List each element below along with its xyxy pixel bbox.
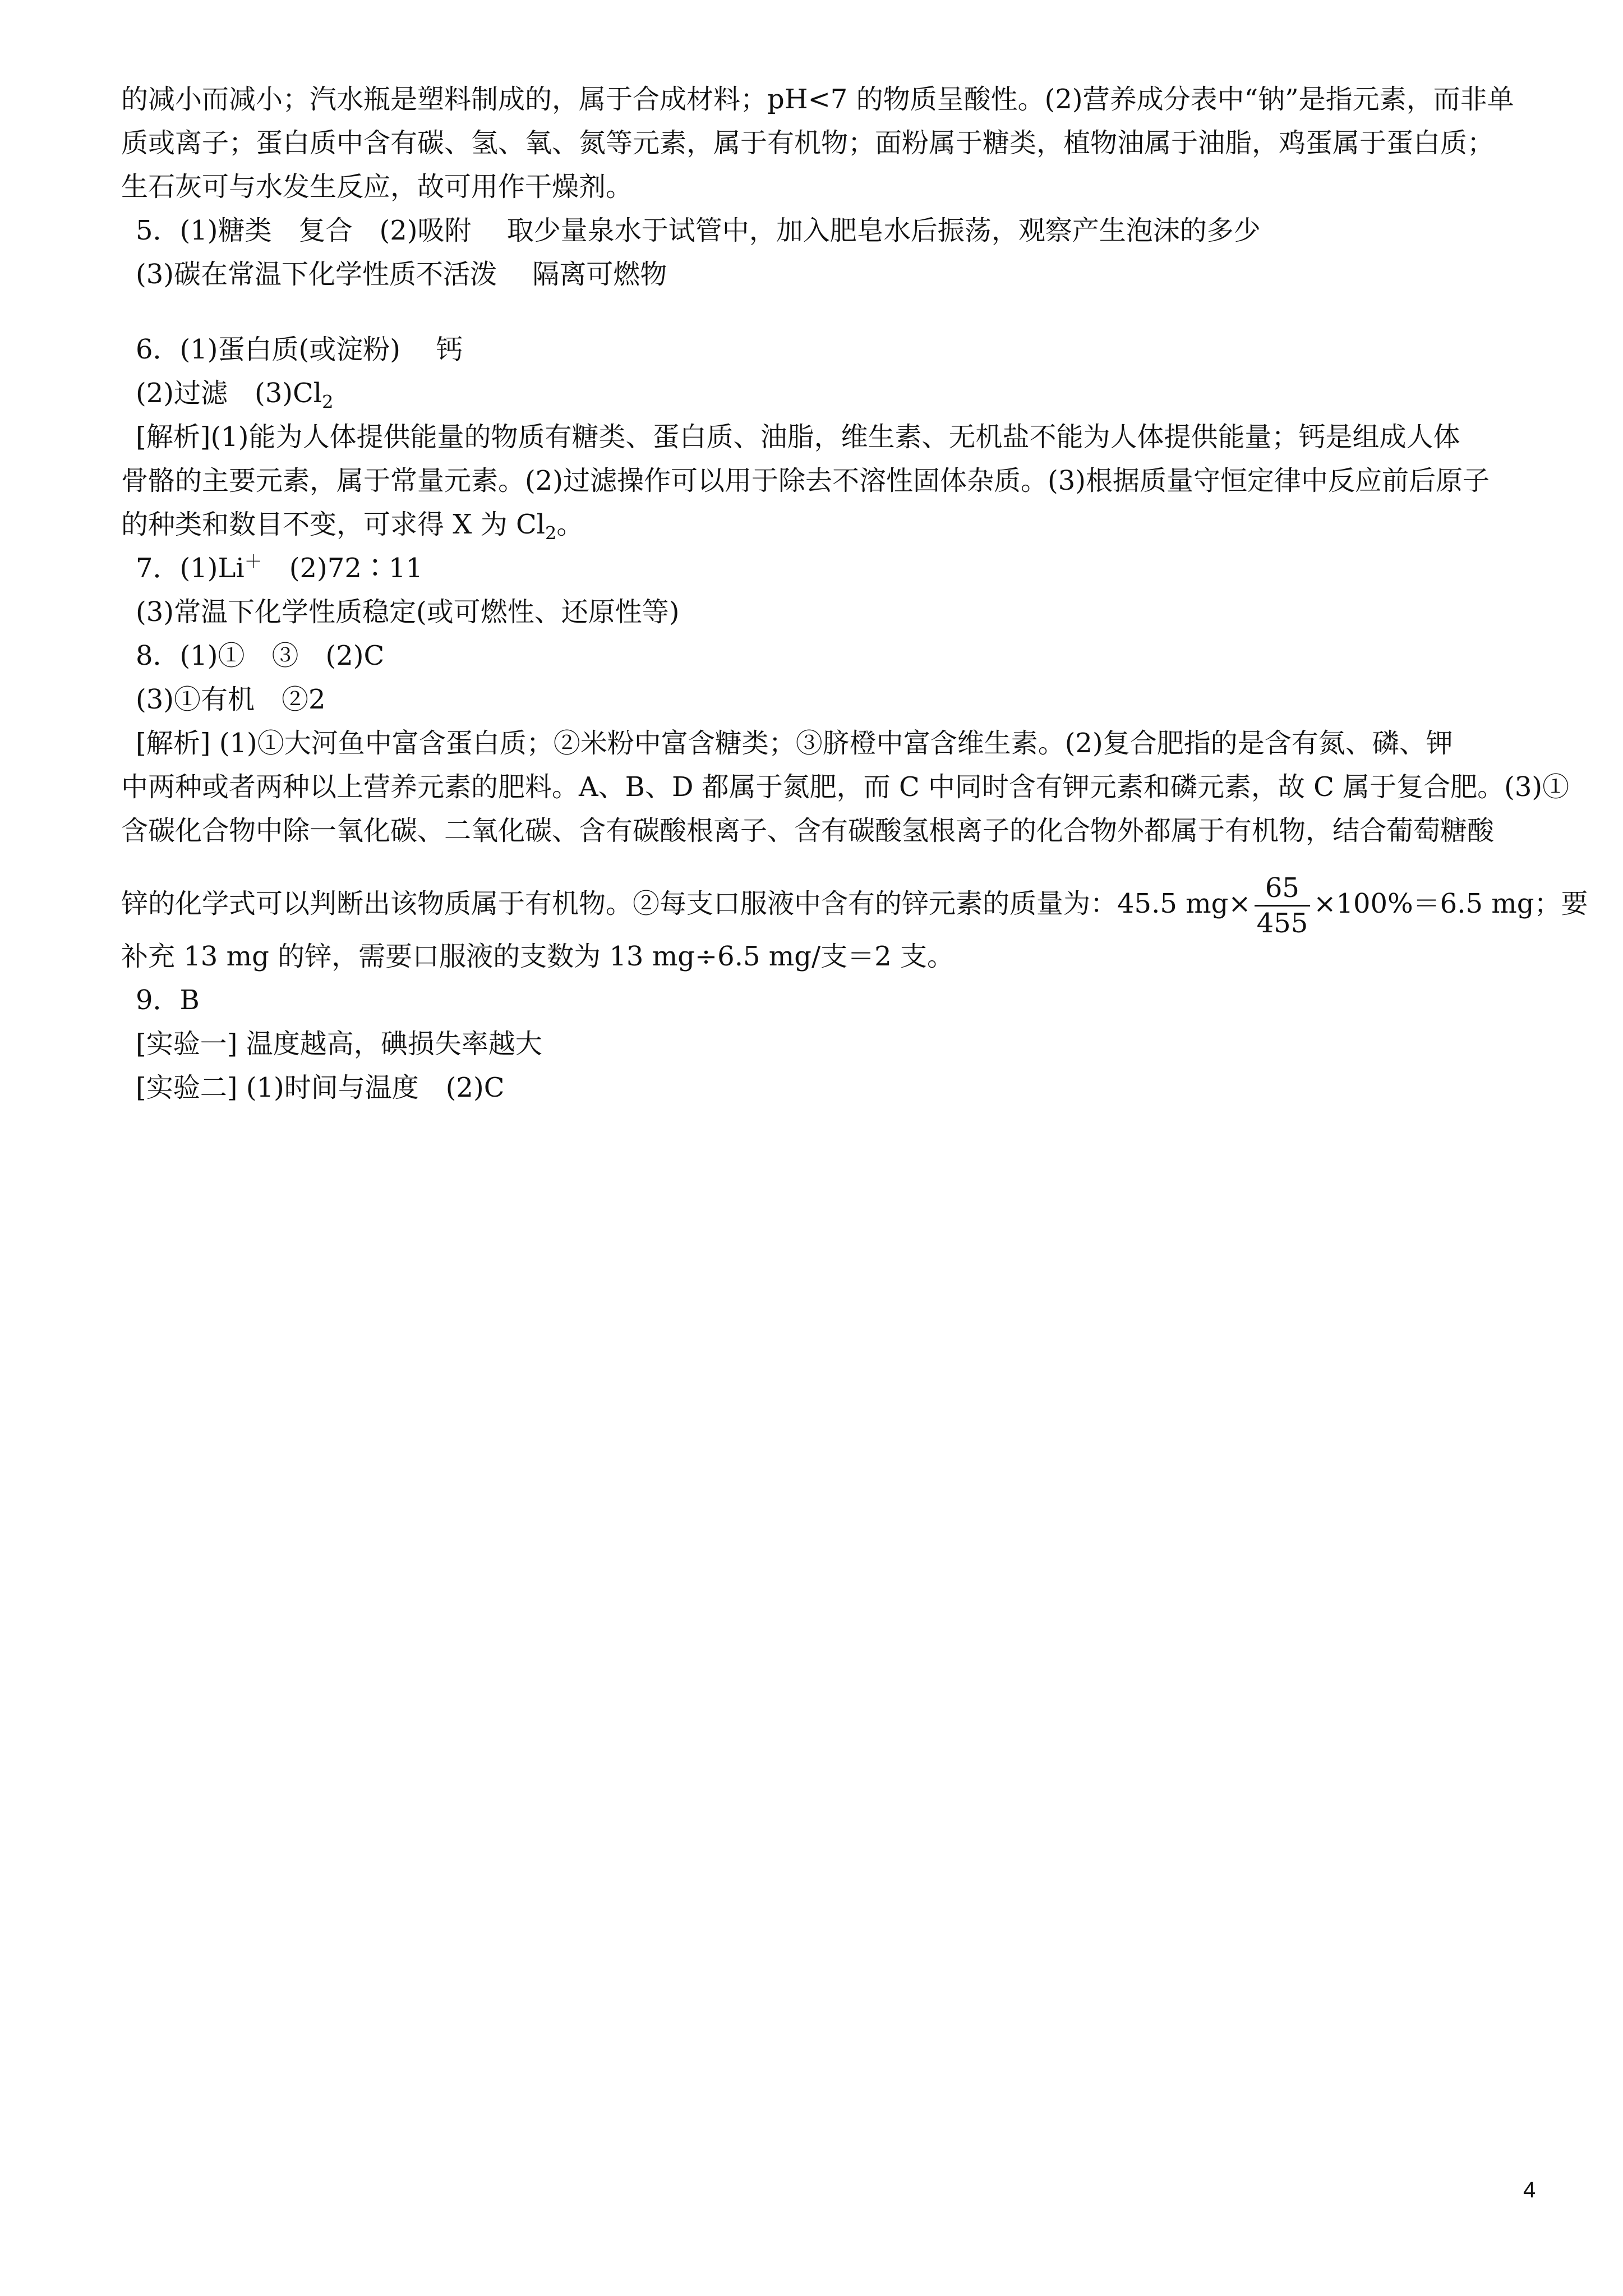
spacer	[121, 296, 1557, 328]
subscript: 2	[322, 391, 334, 413]
analysis-line: 骨骼的主要元素，属于常量元素。(2)过滤操作可以用于除去不溶性固体杂质。(3)根据质量守恒定律中反应前后原子	[121, 465, 1490, 496]
experiment-1-line: [实验一] 温度越高，碘损失率越大	[136, 1028, 542, 1060]
fraction-numerator: 65	[1265, 872, 1299, 904]
text-span: ×100%＝6.5 mg；要	[1313, 888, 1588, 919]
answer-text	[121, 77, 1588, 1110]
question-9-line: 9．B	[136, 984, 200, 1016]
analysis-line: 补充 13 mg 的锌，需要口服液的支数为 13 mg÷6.5 mg/支＝2 支。	[121, 941, 954, 972]
text-line: 生石灰可与水发生反应，故可用作干燥剂。	[121, 171, 633, 203]
formula-line	[121, 872, 1588, 939]
question-7-line	[121, 546, 1557, 590]
subscript: 2	[545, 522, 557, 544]
fraction-denominator: 455	[1255, 905, 1311, 937]
analysis-line: [解析](1)能为人体提供能量的物质有糖类、蛋白质、油脂，维生素、无机盐不能为人体提供能量；钙是组成人体	[136, 421, 1460, 453]
question-6-line	[121, 371, 1557, 415]
text-span: (2)过滤 (3)Cl	[136, 378, 322, 409]
analysis-line: 含碳化合物中除一氧化碳、二氧化碳、含有碳酸根离子、含有碳酸氢根离子的化合物外都属于有机物，结合葡萄糖酸	[121, 815, 1495, 846]
question-6-line: 6．(1)蛋白质(或淀粉) 钙	[136, 334, 463, 365]
experiment-2-line: [实验二] (1)时间与温度 (2)C	[136, 1072, 505, 1103]
question-7-line: (3)常温下化学性质稳定(或可燃性、还原性等)	[136, 596, 680, 628]
superscript: ＋	[244, 551, 262, 572]
text-span: 锌的化学式可以判断出该物质属于有机物。②每支口服液中含有的锌元素的质量为：45.5 mg×	[121, 888, 1251, 919]
text-span: (2)72∶11	[262, 553, 423, 584]
period: 。	[556, 509, 584, 540]
text-span: 的种类和数目不变，可求得 X 为 Cl	[121, 509, 546, 540]
fraction	[1255, 872, 1311, 939]
analysis-line: 中两种或者两种以上营养元素的肥料。A、B、D 都属于氮肥，而 C 中同时含有钾元素和磷元素，故 C 属于复合肥。(3)①	[121, 771, 1570, 803]
text-line: 的减小而减小；汽水瓶是塑料制成的，属于合成材料；pH<7 的物质呈酸性。(2)营养成分表中“钠”是指元素，而非单	[121, 84, 1514, 115]
page-number: 4	[1523, 2178, 1536, 2202]
analysis-line: [解析] (1)①大河鱼中富含蛋白质；②米粉中富含糖类；③脐橙中富含维生素。(2)复合肥指的是含有氮、磷、钾	[136, 728, 1453, 759]
analysis-line	[121, 503, 1557, 546]
text-span: 7．(1)Li	[136, 553, 245, 584]
question-8-line: (3)①有机 ②2	[136, 684, 326, 715]
question-8-line: 8．(1)① ③ (2)C	[136, 640, 385, 671]
text-line: 质或离子；蛋白质中含有碳、氢、氧、氮等元素，属于有机物；面粉属于糖类，植物油属于油脂，鸡蛋属于蛋白质；	[121, 127, 1495, 159]
question-5-line: (3)碳在常温下化学性质不活泼 隔离可燃物	[136, 259, 667, 290]
question-5-line: 5．(1)糖类 复合 (2)吸附 取少量泉水于试管中，加入肥皂水后振荡，观察产生泡沫的多少	[136, 215, 1261, 246]
